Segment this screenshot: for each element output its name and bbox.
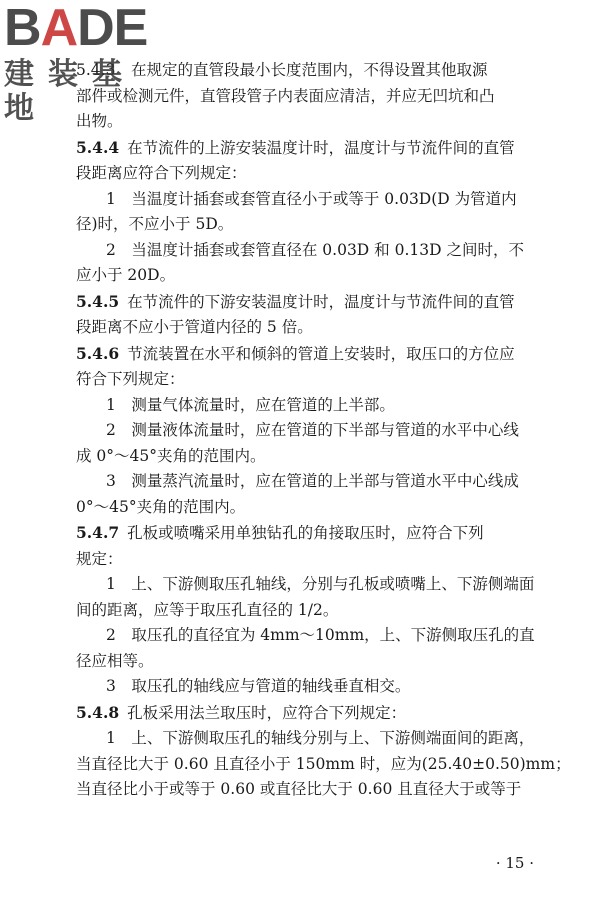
line-text: 符合下列规定：: [76, 370, 185, 388]
text-line-l14: [76, 393, 556, 419]
text-line-l06: [76, 187, 556, 213]
line-text: 出物。: [76, 112, 123, 130]
text-line-l11: [76, 315, 556, 341]
line-text: 规定：: [76, 549, 123, 568]
clause-number: 5.4.5: [76, 291, 120, 311]
text-line-l26: [76, 700, 556, 727]
line-text: 1 上、下游侧取压孔的轴线分别与上、下游侧端面间的距离，: [106, 729, 535, 747]
line-text: 2 当温度计插套或套管直径在 0.03D 和 0.13D 之间时，不: [106, 240, 524, 259]
line-text: 成 0°～45°夹角的范围内。: [76, 446, 266, 465]
text-line-l13: [76, 367, 556, 393]
line-text: 5.4.3 在规定的直管段最小长度范围内，不得设置其他取源: [76, 61, 488, 79]
clause-number: 5.4.8: [76, 702, 120, 722]
text-line-l22: [76, 598, 556, 624]
text-line-l20: [76, 547, 556, 573]
text-line-l09: [76, 263, 556, 289]
clause-number: 5.4.7: [76, 523, 120, 542]
line-text: 当直径比小于或等于 0.60 或直径比大于 0.60 且直径大于或等于: [76, 780, 522, 798]
line-text: 当直径比大于 0.60 且直径小于 150mm 时，应为(25.40±0.50)mm；: [76, 754, 571, 773]
line-text: 2 测量液体流量时，应在管道的下半部与管道的水平中心线: [106, 421, 519, 439]
text-line-l27: [76, 726, 556, 752]
page-number: · 15 ·: [495, 854, 534, 872]
text-line-l15: [76, 418, 556, 444]
text-line-l08: [76, 238, 556, 264]
logo-wordmark: [4, 0, 174, 57]
text-line-l04: [76, 135, 556, 162]
line-text: 径应相等。: [76, 651, 154, 670]
clause-number: 5.4.6: [76, 343, 120, 363]
line-text: 在节流件的下游安装温度计时，温度计与节流件间的直管: [127, 292, 515, 311]
line-text: 间的距离，应等于取压孔直径的 1/2。: [76, 600, 339, 619]
line-text: 节流装置在水平和倾斜的管道上安装时，取压口的方位应: [127, 344, 515, 363]
line-text: 径)时，不应小于 5D。: [76, 215, 234, 233]
text-line-l19: [76, 520, 556, 547]
line-text: 3 测量蒸汽流量时，应在管道的上半部与管道水平中心线成: [106, 472, 519, 490]
text-line-l25: [76, 674, 556, 700]
text-line-l24: [76, 649, 556, 675]
text-line-l05: [76, 161, 556, 187]
text-line-l12: [76, 341, 556, 368]
document-body: [76, 58, 571, 803]
line-text: 1 测量气体流量时，应在管道的上半部。: [106, 395, 395, 414]
text-line-l18: [76, 495, 556, 521]
line-text: 在节流件的上游安装温度计时，温度计与节流件间的直管: [127, 138, 515, 157]
logo-subtitle: 建装基地: [4, 57, 136, 126]
text-line-l21: [76, 572, 556, 598]
line-text: 应小于 20D。: [76, 266, 176, 284]
line-text: 部件或检测元件，直管段管子内表面应清洁，并应无凹坑和凸: [76, 86, 495, 105]
text-line-l10: [76, 289, 556, 316]
text-line-l28: [76, 752, 571, 778]
line-text: 孔板或喷嘴采用单独钻孔的角接取压时，应符合下列: [127, 524, 484, 542]
text-line-l29: [76, 777, 556, 803]
line-text: 段距离应符合下列规定：: [76, 164, 247, 182]
line-text: 1 上、下游侧取压孔轴线，分别与孔板或喷嘴上、下游侧端面: [106, 575, 535, 593]
line-text: 孔板采用法兰取压时，应符合下列规定：: [127, 703, 407, 722]
text-line-l07: [76, 212, 556, 238]
text-line-l17: [76, 469, 556, 495]
logo-letters-de: DE: [77, 0, 148, 57]
logo-letters-b: B: [4, 0, 41, 57]
text-line-l23: [76, 623, 556, 649]
line-text: 段距离不应小于管道内径的 5 倍。: [76, 318, 313, 336]
clause-number: 5.4.4: [76, 137, 120, 157]
line-text: 3 取压孔的轴线应与管道的轴线垂直相交。: [106, 677, 411, 695]
line-text: 0°～45°夹角的范围内。: [76, 497, 246, 516]
line-text: 1 当温度计插套或套管直径小于或等于 0.03D(D 为管道内: [106, 189, 517, 208]
logo-letter-a: A: [40, 0, 78, 57]
text-line-l16: [76, 444, 556, 470]
line-text: 2 取压孔的直径宜为 4mm～10mm，上、下游侧取压孔的直: [106, 626, 535, 644]
